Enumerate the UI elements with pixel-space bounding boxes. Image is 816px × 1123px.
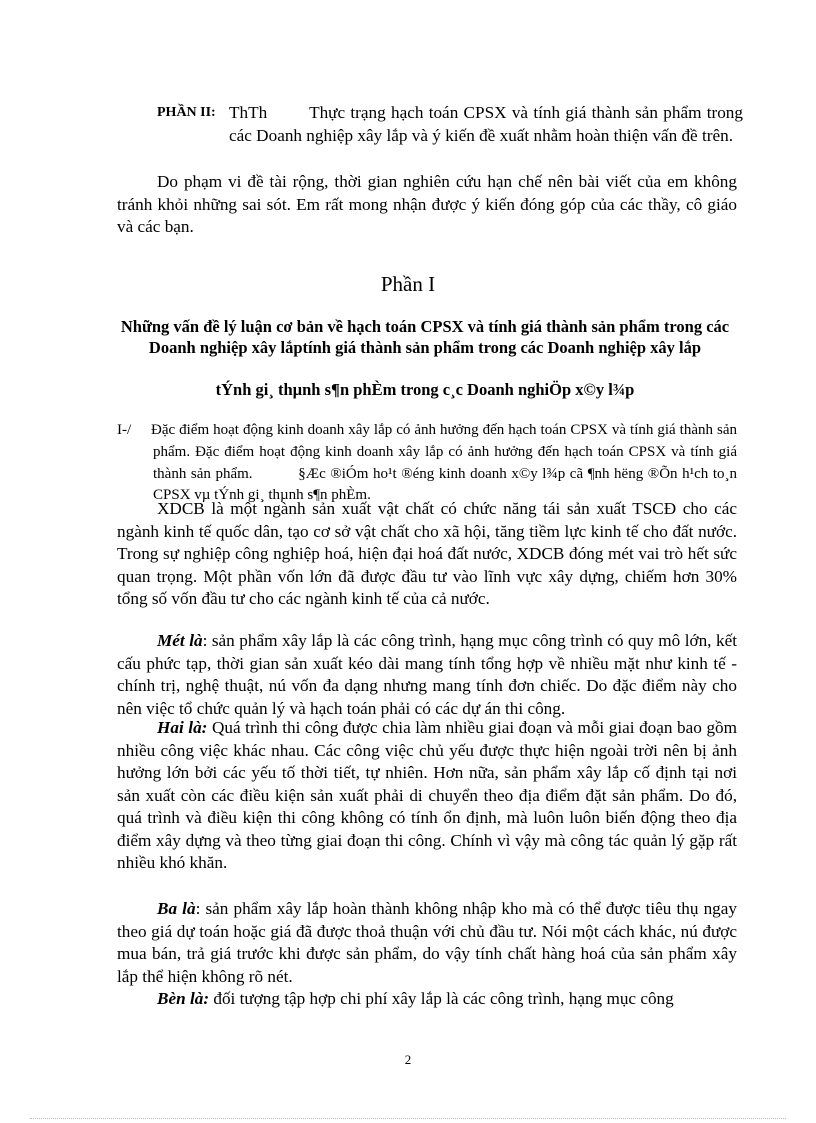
part1-garbled-title: tÝnh gi¸ thµnh s¶n phÈm trong c¸c Doanh nghiÖp x©y l¾p [215, 380, 635, 399]
paragraph-xdcb [117, 498, 737, 611]
paragraph-lead: Ba là [157, 899, 196, 918]
paragraph-ba-la [117, 898, 737, 988]
paragraph-mot-la [117, 630, 737, 720]
paragraph-text: đối tượng tập hợp chi phí xây lắp là các công trình, hạng mục công [209, 989, 674, 1008]
paragraph-lead: Mét là [157, 631, 203, 650]
part1-heading: Phần I [380, 272, 436, 296]
page-bottom-divider [30, 1118, 786, 1119]
paragraph-lead: Bèn là: [157, 989, 210, 1008]
paragraph-lead: Hai là: [157, 718, 208, 737]
part2-text: ThTh Thực trạng hạch toán CPSX và tính giá thành sản phẩm trong các Doanh nghiệp xây lắp và ý kiến đề xuất nhằm hoàn thiện vấn đề trên. [229, 103, 748, 145]
paragraph-text: : sản phẩm xây lắp hoàn thành không nhập kho mà có thể được tiêu thụ ngay theo giá dự toán hoặc giá đã được thoả thuận với chủ đầu tư. Nói một cách khác, nú được mua bán, trả giá trước khi được sản phẩm, do vậy tính chất hàng hoá của sản phẩm xây lắp thể hiện không rõ nét. [117, 899, 737, 986]
paragraph-text: XDCB là một ngành sản xuất vật chất có chức năng tái sản xuất TSCĐ cho các ngành kinh tế quốc dân, tạo cơ sở vật chất cho xã hội, tăng tiềm lực kinh tế cho đất nước. Trong sự nghiệp công nghiệp hoá, hiện đại hoá đất nước, XDCB đóng mét vai trò hết sức quan trọng. Một phần vốn lớn đã được đầu tư vào lĩnh vực xây dựng, chiếm hơn 30% tổng số vốn đầu tư cho các ngành kinh tế của cả nước. [117, 499, 737, 608]
paragraph-text: : sản phẩm xây lắp là các công trình, hạng mục công trình có quy mô lớn, kết cấu phức tạp, thời gian sản xuất kéo dài mang tính tổng hợp về nhiều mặt như kinh tế - chính trị, nghệ thuật, nú vốn đa dạng nhưng mang tính đơn chiếc. Do đặc điểm này cho nên việc tổ chức quản lý và hạch toán phải có các dự án thi công. [117, 631, 737, 718]
intro-paragraph [117, 171, 737, 239]
paragraph-bon-la [117, 988, 737, 1011]
section-number: I-/ [117, 422, 132, 438]
page-number: 2 [404, 1052, 412, 1067]
section-1-text: Đặc điểm hoạt động kinh doanh xây lắp có ảnh hưởng đến hạch toán CPSX và tính giá thành sản phẩm. Đặc điểm hoạt động kinh doanh xây lắp có ảnh hưởng đến hạch toán CPSX và tính giá thành sản phẩm. §Æc ®iÓm ho¹t ®éng kinh doanh x©y l¾p cã ¶nh hëng ®Õn h¹ch to¸n CPSX vµ tÝnh gi¸ thµnh s¶n phÈm. [151, 422, 741, 504]
intro-paragraph-text: Do phạm vi đề tài rộng, thời gian nghiên cứu hạn chế nên bài viết của em không tránh khỏi những sai sót. Em rất mong nhận được ý kiến đóng góp của các thầy, cô giáo và các bạn. [117, 172, 737, 236]
part1-subtitle: Những vấn đề lý luận cơ bản về hạch toán CPSX và tính giá thành sản phẩm trong các Doanh nghiệp xây lắptính giá thành sản phẩm trong các Doanh nghiệp xây lắp [120, 317, 730, 357]
paragraph-text: Quá trình thi công được chia làm nhiều giai đoạn và mỗi giai đoạn bao gồm nhiều công việc khác nhau. Các công việc chủ yếu được thực hiện ngoài trời nên bị ảnh hưởng lớn bởi các yếu tố thời tiết, tự nhiên. Hơn nữa, sản phẩm xây lắp cố định tại nơi sản xuất còn các điều kiện sản xuất phải di chuyển theo địa điểm đặt sản phẩm. Do đó, quá trình và điều kiện thi công không có tính ổn định, mà luôn luôn biến động theo địa điểm xây dựng và theo từng giai đoạn thi công. Chính vì vậy mà công tác quản lý gặp rất nhiều khó khăn. [117, 718, 737, 872]
paragraph-hai-la [117, 717, 737, 875]
part2-label: PHẦN II: [157, 105, 216, 120]
